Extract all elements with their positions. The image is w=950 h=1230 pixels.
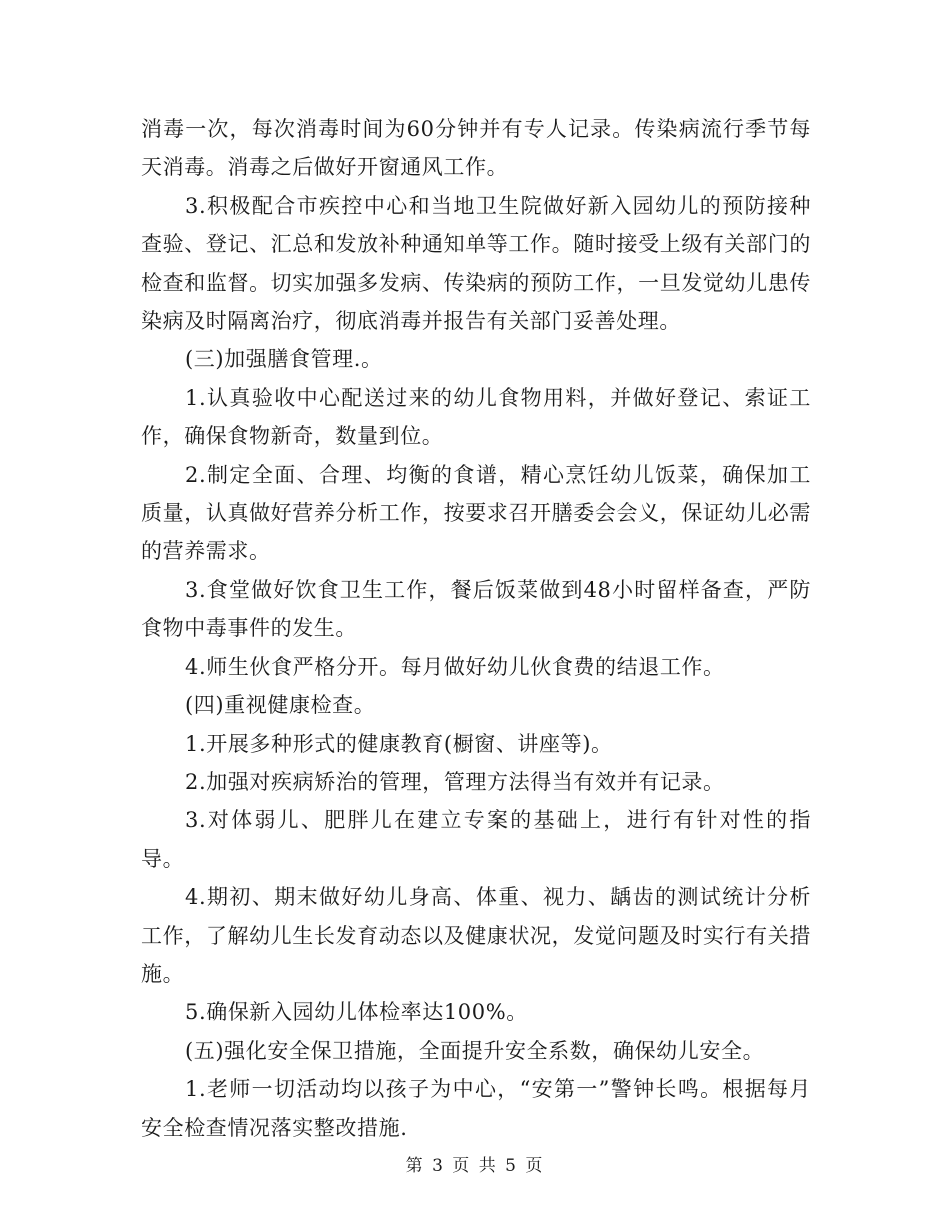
paragraph: 2.制定全面、合理、均衡的食谱，精心烹饪幼儿饭菜，确保加工质量，认真做好营养分析工作，按要求召开膳委会会义，保证幼儿必需的营养需求。	[141, 462, 811, 564]
section-heading: (四)重视健康检查。	[185, 693, 376, 718]
section-heading: (三)加强膳食管理.。	[185, 347, 383, 372]
paragraph: 1.开展多种形式的健康教育(橱窗、讲座等)。	[185, 731, 613, 756]
page-footer: 第 3 页 共 5 页	[405, 1156, 545, 1176]
paragraph: 3.食堂做好饮食卫生工作，餐后饭菜做到48小时留样备查，严防食物中毒事件的发生。	[141, 577, 811, 641]
paragraph: 1.老师一切活动均以孩子为中心，“安第一”警钟长鸣。根据每月安全检查情况落实整改措施.	[141, 1077, 811, 1140]
paragraph: 3.对体弱儿、肥胖儿在建立专案的基础上，进行有针对性的指导。	[141, 808, 811, 871]
paragraph: 4.期初、期末做好幼儿身高、体重、视力、龋齿的测试统计分析工作，了解幼儿生长发育动态以及健康状况，发觉问题及时实行有关措施。	[141, 885, 811, 986]
section-heading: (五)强化安全保卫措施，全面提升安全系数，确保幼儿安全。	[185, 1038, 765, 1063]
paragraph: 1.认真验收中心配送过来的幼儿食物用料，并做好登记、索证工作，确保食物新奇，数量到位。	[141, 385, 811, 449]
paragraph: 消毒一次，每次消毒时间为60分钟并有专人记录。传染病流行季节每天消毒。消毒之后做好开窗通风工作。	[141, 117, 811, 180]
paragraph: 5.确保新入园幼儿体检率达100%。	[185, 1000, 528, 1025]
paragraph: 3.积极配合市疾控中心和当地卫生院做好新入园幼儿的预防接种查验、登记、汇总和发放补种通知单等工作。随时接受上级有关部门的检查和监督。切实加强多发病、传染病的预防工作，一旦发觉幼儿患传染病及时隔离治疗，彻底消毒并报告有关部门妥善处理。	[141, 193, 811, 334]
paragraph: 2.加强对疾病矫治的管理，管理方法得当有效并有记录。	[185, 769, 725, 794]
paragraph: 4.师生伙食严格分开。每月做好幼儿伙食费的结退工作。	[185, 654, 725, 679]
document-body	[141, 110, 811, 1147]
